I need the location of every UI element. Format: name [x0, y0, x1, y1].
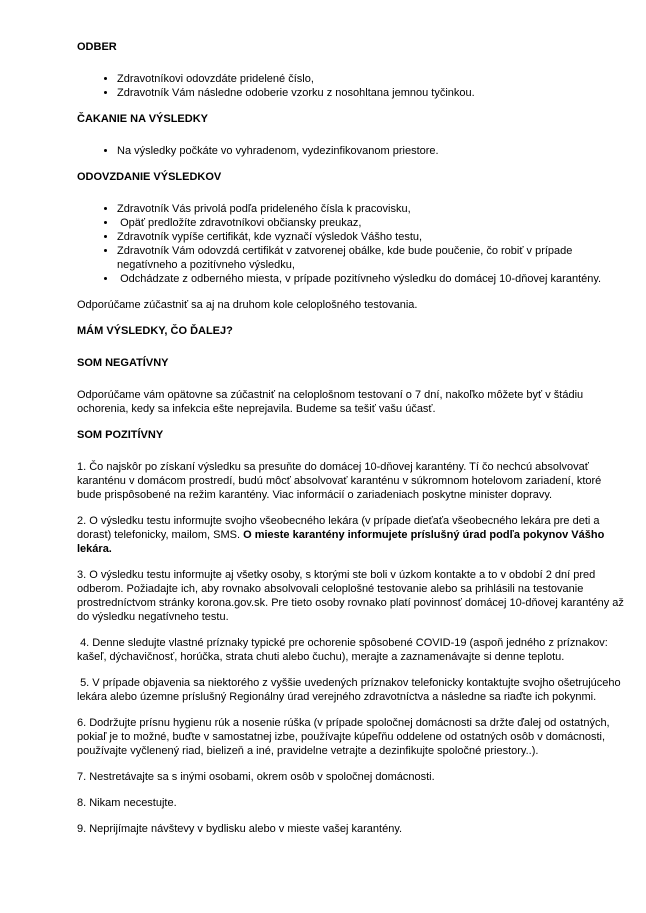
list-item: • Na výsledky počkáte vo vyhradenom, vydezinfikovanom priestore.	[117, 144, 626, 158]
heading-mam-vysledky: MÁM VÝSLEDKY, ČO ĎALEJ?	[77, 325, 233, 337]
odovzdanie-list	[77, 202, 626, 286]
list-item: • Odchádzate z odberného miesta, v prípade pozitívneho výsledku do domácej 10-dňovej karantény.	[117, 272, 626, 286]
heading-som-negativny: SOM NEGATÍVNY	[77, 357, 169, 369]
paragraph-negativny: Odporúčame vám opätovne sa zúčastniť na celoplošnom testovaní o 7 dní, nakoľko môžete byť v štádiu ochorenia, kedy sa infekcia ešte neprejavila. Budeme sa tešiť vašu účasť.	[77, 389, 587, 415]
list-item: • Zdravotník Vás privolá podľa prideleného čísla k pracovisku,	[117, 202, 626, 216]
paragraph-pozitivny-4: 4. Denne sledujte vlastné príznaky typické pre ochorenie spôsobené COVID-19 (aspoň jedného z príznakov: kašeľ, dýchavičnosť, horúčka, strata chuti alebo čuchu), merajte a zaznamenávajte si denne teplotu.	[77, 637, 611, 663]
heading-som-pozitivny: SOM POZITÍVNY	[77, 429, 164, 441]
paragraph-pozitivny-1: 1. Čo najskôr po získaní výsledku sa presuňte do domácej 10-dňovej karantény. Tí čo nechcú absolvovať karanténu v domácom prostredí, budú môcť absolvovať karanténu v súkromnom hotelovom zariadení, ktoré bude prispôsobené na režim karantény. Viac informácií o zariadeniach poskytne minister dopravy.	[77, 461, 605, 501]
paragraph-pozitivny-2	[77, 514, 626, 556]
paragraph-pozitivny-2-normal: 2. O výsledku testu informujte svojho všeobecného lekára (v prípade dieťaťa všeobecného lekára pre deti a dorast) telefonicky, mailom, SMS.	[77, 515, 603, 541]
list-item: • Zdravotník Vám následne odoberie vzorku z nosohltana jemnou tyčinkou.	[117, 86, 626, 100]
paragraph-pozitivny-3: 3. O výsledku testu informujte aj všetky osoby, s ktorými ste boli v úzkom kontakte a to v období 2 dní pred odberom. Požiadajte ich, aby rovnako absolvovali celoplošné testovanie alebo sa prihlásili na testovanie prostredníctvom stránky korona.gov.sk. Pre tieto osoby rovnako platí povinnosť domácej 10-dňovej karantény až do výsledku negatívneho testu.	[77, 569, 627, 623]
paragraph-second-round: Odporúčame zúčastniť sa aj na druhom kole celoplošného testovania.	[77, 299, 418, 311]
heading-odovzdanie-vysledkov: ODOVZDANIE VÝSLEDKOV	[77, 171, 222, 183]
list-item: • Zdravotníkovi odovzdáte pridelené číslo,	[117, 72, 626, 86]
paragraph-pozitivny-2-bold: O mieste karantény informujete príslušný úrad podľa pokynov Vášho lekára.	[77, 529, 608, 555]
list-item: • Zdravotník Vám odovzdá certifikát v zatvorenej obálke, kde bude poučenie, čo robiť v prípade negatívneho a pozitívneho výsledku,	[117, 244, 626, 272]
cakanie-list	[77, 144, 626, 158]
paragraph-pozitivny-6: 6. Dodržujte prísnu hygienu rúk a nosenie rúška (v prípade spoločnej domácnosti sa držte ďalej od ostatných, pokiaľ je to možné, buďte v samostatnej izbe, používajte kúpeľňu oddelene od ostatných osôb v domácnosti, používajte vyčlenený riad, bielizeň a iné, pravidelne vetrajte a dezinfikujte spoločné priestory..).	[77, 717, 613, 757]
list-item: • Opäť predložíte zdravotníkovi občiansky preukaz,	[117, 216, 626, 230]
heading-odber: ODBER	[77, 41, 117, 53]
paragraph-pozitivny-7: 7. Nestretávajte sa s inými osobami, okrem osôb v spoločnej domácnosti.	[77, 771, 435, 783]
heading-cakanie-na-vysledky: ČAKANIE NA VÝSLEDKY	[77, 113, 208, 125]
list-item: • Zdravotník vypíše certifikát, kde vyznačí výsledok Vášho testu,	[117, 230, 626, 244]
paragraph-pozitivny-8: 8. Nikam necestujte.	[77, 797, 177, 809]
paragraph-pozitivny-9: 9. Neprijímajte návštevy v bydlisku alebo v mieste vašej karantény.	[77, 823, 403, 835]
odber-list	[77, 72, 626, 100]
paragraph-pozitivny-5: 5. V prípade objavenia sa niektorého z vyššie uvedených príznakov telefonicky kontaktujte svojho ošetrujúceho lekára alebo územne príslušný Regionálny úrad verejného zdravotníctva a následne sa riaďte ich pokynmi.	[77, 677, 624, 703]
